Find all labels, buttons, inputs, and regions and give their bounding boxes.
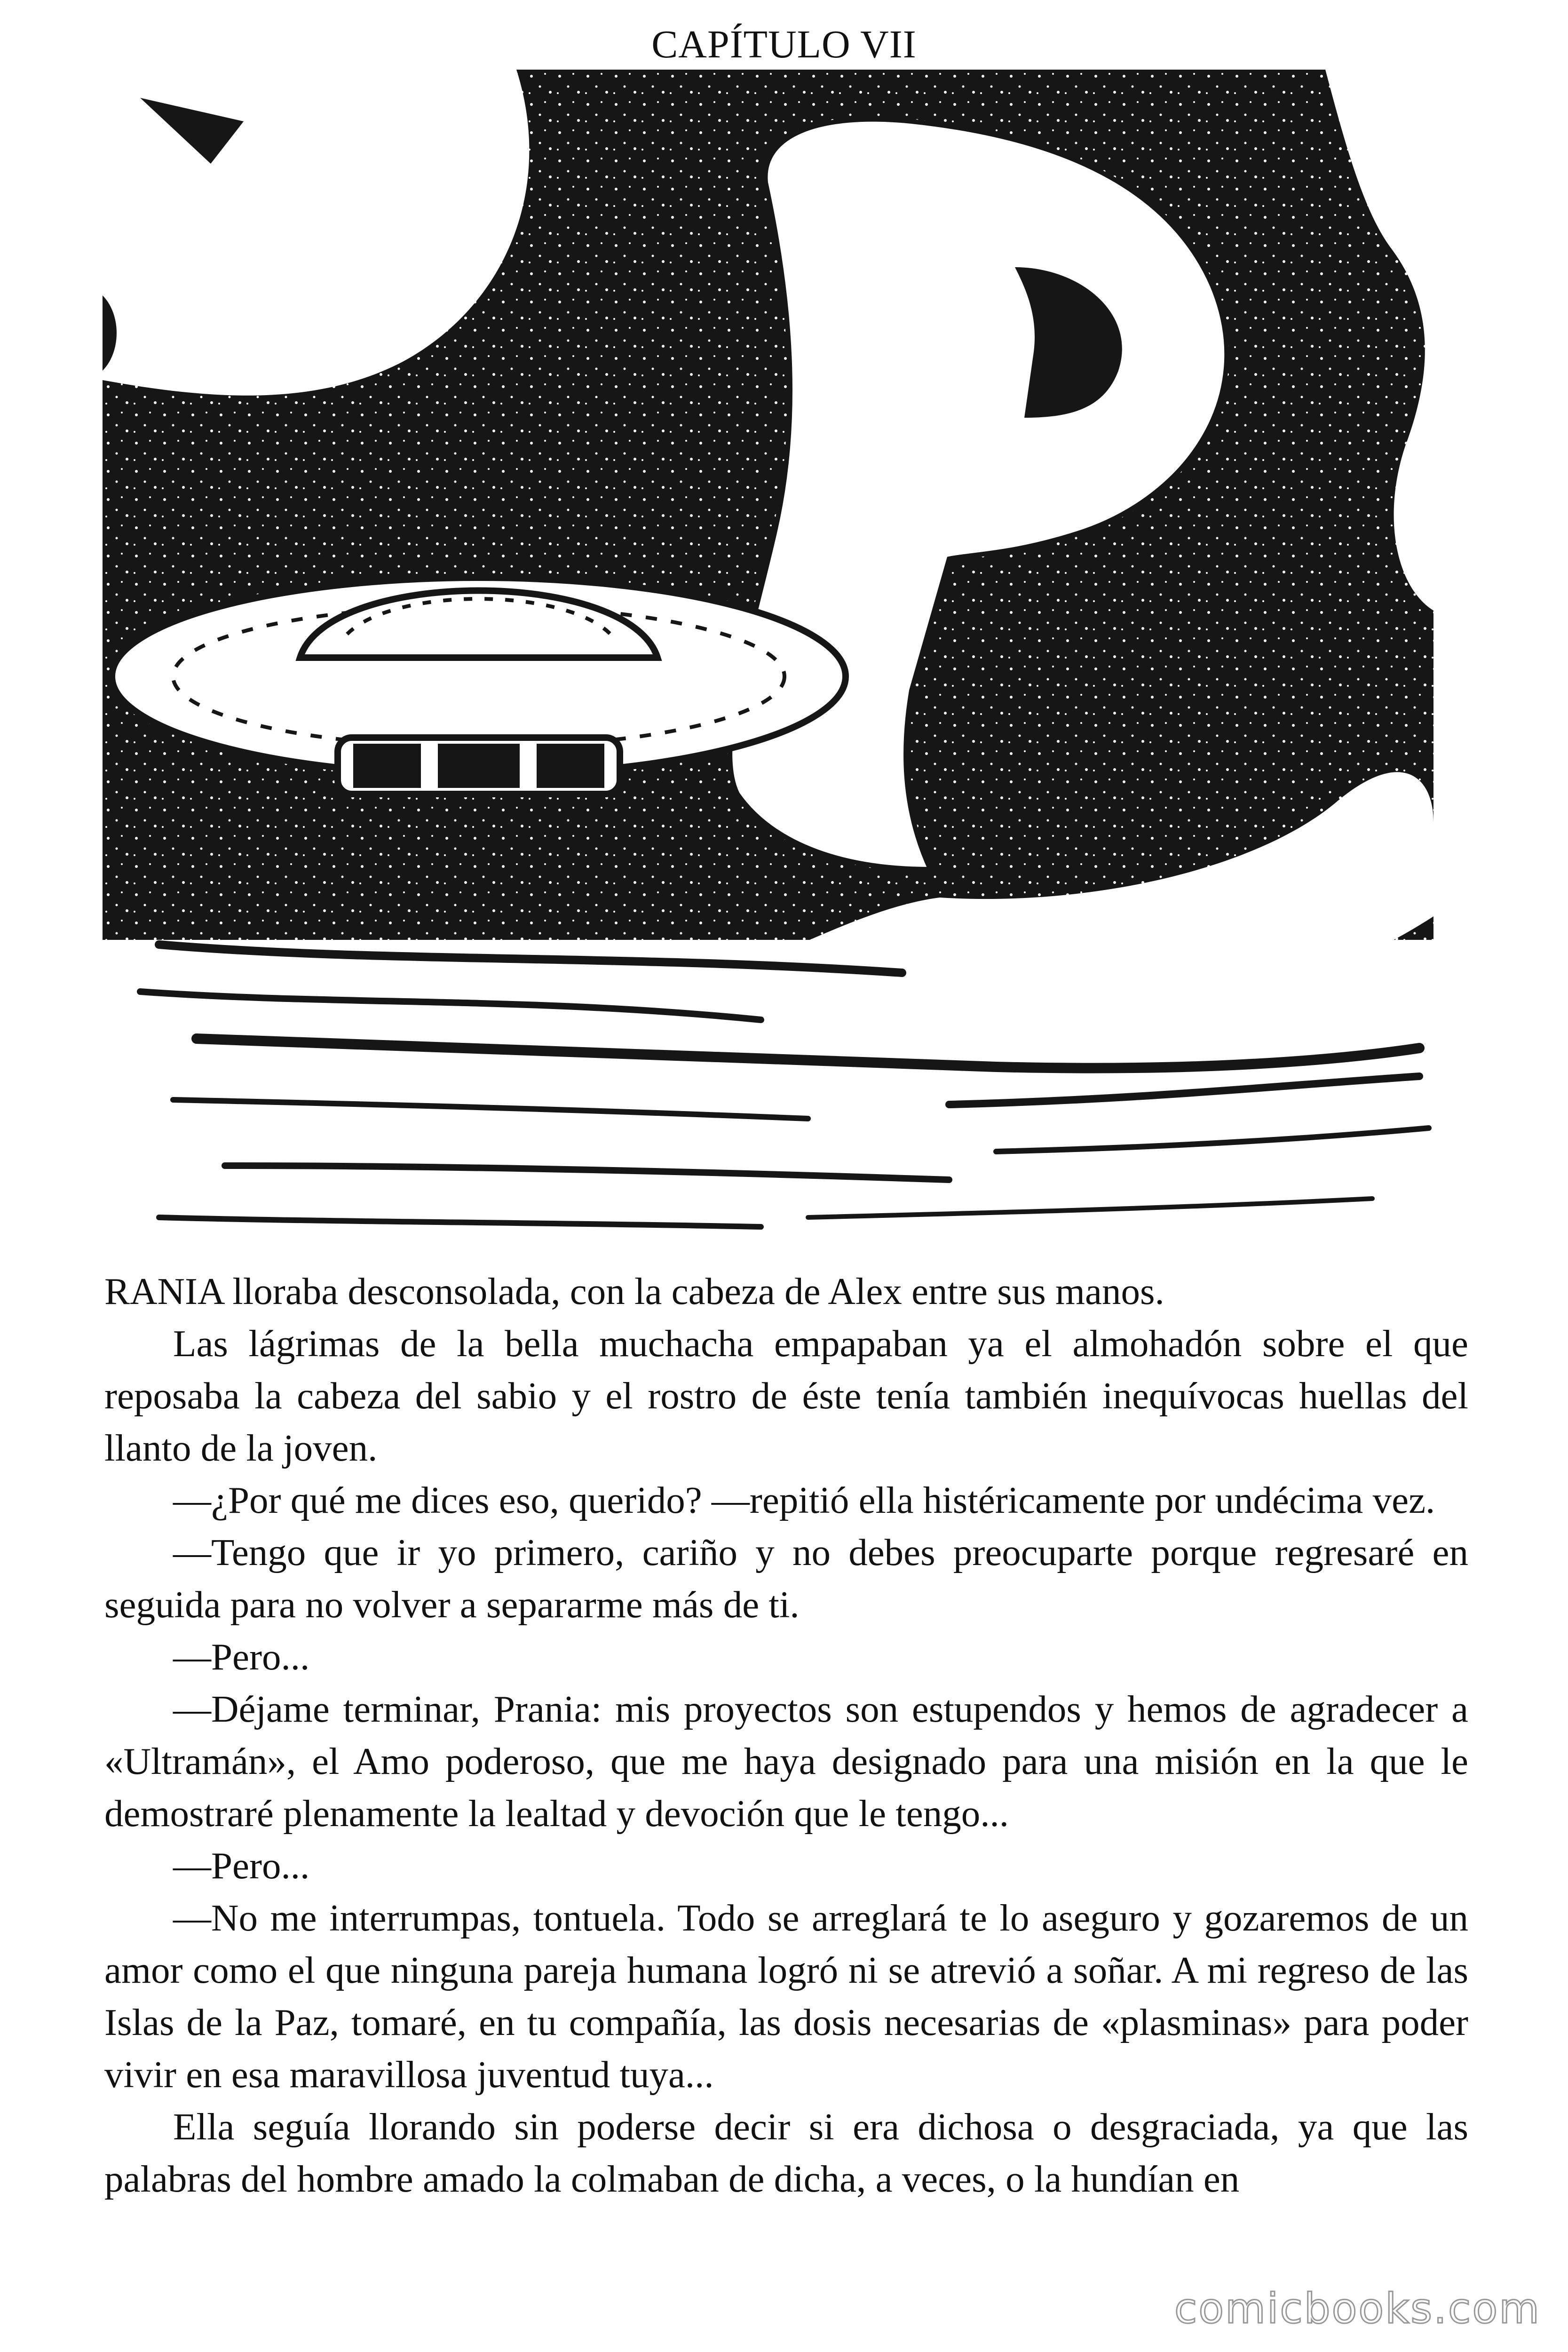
paragraph: RANIA lloraba desconsolada, con la cabeza de Alex entre sus manos.: [104, 1270, 1164, 1312]
paragraph: —Déjame terminar, Prania: mis proyectos son estupendos y hemos de agradecer a «Ultramán», el Amo poderoso, que me haya designado para una misión en la que le demostraré plenamente la lealtad y devoción que le tengo...: [104, 1688, 1468, 1835]
chapter-title: CAPÍTULO VII: [651, 23, 917, 66]
chapter-body-text: [104, 1265, 1468, 2205]
paragraph: Las lágrimas de la bella muchacha empapaban ya el almohadón sobre el que reposaba la cabeza del sabio y el rostro de éste tenía también inequívocas huellas del llanto de la joven.: [104, 1322, 1468, 1469]
paragraph: —Pero...: [173, 1636, 310, 1678]
drop-cap-illustration: [103, 70, 1433, 1255]
paragraph: —Tengo que ir yo primero, cariño y no debes preocuparte porque regresaré en seguida para no volver a separarme más de ti.: [104, 1531, 1468, 1626]
paragraph: —No me interrumpas, tontuela. Todo se arreglará te lo aseguro y gozaremos de un amor como el que ninguna pareja humana logró ni se atrevió a soñar. A mi regreso de las Islas de la Paz, tomaré, en tu compañía, las dosis necesarias de «plasminas» para poder vivir en esa maravillosa juventud tuya...: [104, 1897, 1468, 2096]
paragraph: Ella seguía llorando sin poderse decir si era dichosa o desgraciada, ya que las palabras del hombre amado la colmaban de dicha, a veces, o la hundían en: [104, 2106, 1468, 2200]
paragraph: —¿Por qué me dices eso, querido? —repitió ella histéricamente por undécima vez.: [173, 1479, 1435, 1521]
watermark: comicbooks.com: [1174, 2284, 1541, 2333]
flying-saucer-drop-cap-icon: [103, 70, 1433, 1255]
paragraph: —Pero...: [173, 1844, 310, 1887]
